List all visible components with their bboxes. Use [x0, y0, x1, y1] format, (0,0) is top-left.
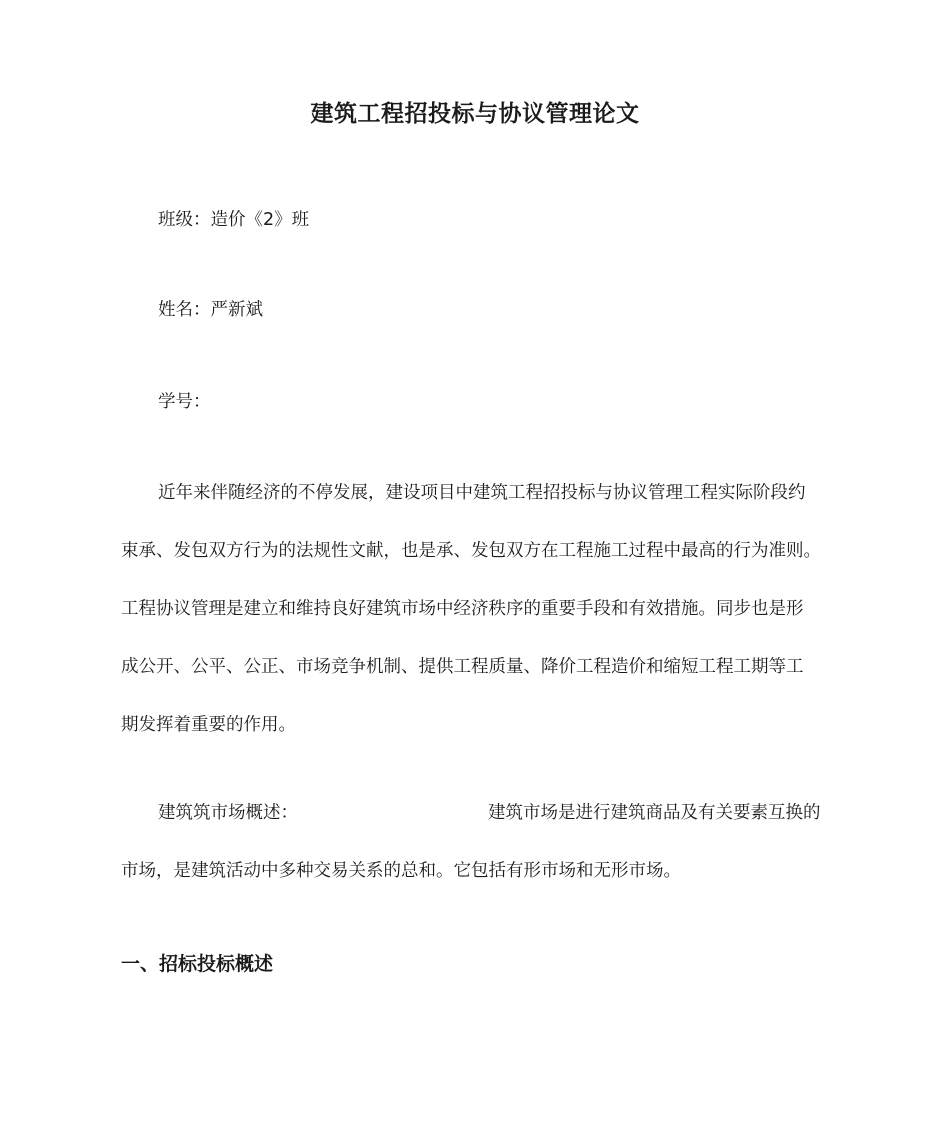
intro-paragraph [121, 479, 833, 739]
paragraph-line: 期发挥着重要的作用。 [121, 715, 296, 735]
paragraph-line: 近年来伴随经济的不停发展，建设项目中建筑工程招投标与协议管理工程实际阶段约 [158, 483, 806, 503]
class-info: 班级：造价《2》班 [158, 210, 310, 230]
student-id: 学号： [158, 392, 211, 412]
market-overview-text: 建筑市场是进行建筑商品及有关要素互换的 [488, 803, 821, 823]
paragraph-line: 束承、发包双方行为的法规性文献，也是承、发包双方在工程施工过程中最高的行为准则。 [121, 541, 821, 561]
document-title: 建筑工程招投标与协议管理论文 [310, 101, 640, 127]
market-overview-label: 建筑筑市场概述： [158, 803, 298, 823]
author-name: 姓名：严新斌 [158, 300, 263, 320]
market-overview-paragraph [121, 799, 833, 885]
section-heading: 一、招标投标概述 [121, 953, 274, 975]
paragraph-line: 工程协议管理是建立和维持良好建筑市场中经济秩序的重要手段和有效措施。同步也是形 [121, 599, 804, 619]
paragraph-line: 成公开、公平、公正、市场竞争机制、提供工程质量、降价工程造价和缩短工程工期等工 [121, 657, 804, 677]
paragraph-line: 市场，是建筑活动中多种交易关系的总和。它包括有形市场和无形市场。 [121, 861, 681, 881]
paragraph-line [121, 799, 833, 827]
